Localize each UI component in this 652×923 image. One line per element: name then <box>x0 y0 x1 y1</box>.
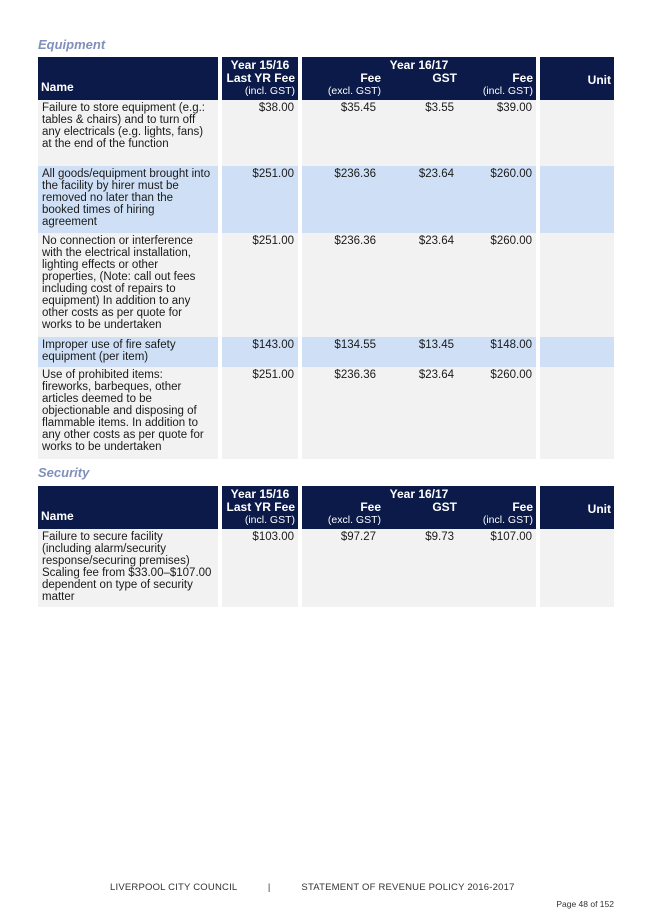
section-title-security: Security <box>38 465 90 480</box>
footer-separator: | <box>267 882 271 893</box>
column-header-name: Name <box>38 486 218 529</box>
footer-council: LIVERPOOL CITY COUNCIL <box>110 882 238 893</box>
security-fee-table <box>38 486 614 607</box>
table-row: All goods/equipment brought into the facility by hirer must be removed no later than the booked times of hiring agreement $251.00 $236.36 $23.64 $260.00 <box>38 166 614 233</box>
equipment-fee-table <box>38 57 614 459</box>
column-header-unit: Unit <box>540 57 614 100</box>
column-header-current-year: Year 16/17 Fee GST Fee (excl. GST) (incl. GST) <box>302 57 536 100</box>
table-row: Improper use of fire safety equipment (per item) $143.00 $134.55 $13.45 $148.00 <box>38 337 614 367</box>
column-header-name: Name <box>38 57 218 100</box>
table-row: Failure to secure facility (including alarm/security response/securing premises) Scaling fee from $33.00–$107.00 dependent on type of security matter $103.00 $97.27 $9.73 $107.00 <box>38 529 614 607</box>
table-row: Failure to store equipment (e.g.: tables & chairs) and to turn off any electricals (e.g. lights, fans) at the end of the function $38.00 $35.45 $3.55 $39.00 <box>38 100 614 166</box>
table-header <box>38 57 614 100</box>
column-header-unit: Unit <box>540 486 614 529</box>
table-row: Use of prohibited items: fireworks, barbeques, other articles deemed to be objectionable and disposing of flammable items. In addition to any other costs as per quote for works to be undertaken $251.00 $236.36 $23.64 $260.00 <box>38 367 614 459</box>
table-row: No connection or interference with the electrical installation, lighting effects or other properties, (Note: call out fees including cost of repairs to equipment) In addition to any other costs as per quote for works to be undertaken $251.00 $236.36 $23.64 $260.00 <box>38 233 614 337</box>
page-footer <box>110 882 515 893</box>
table-header <box>38 486 614 529</box>
column-header-last-year: Year 15/16 Last YR Fee (incl. GST) <box>222 57 298 100</box>
column-header-current-year: Year 16/17 Fee GST Fee (excl. GST) (incl. GST) <box>302 486 536 529</box>
footer-document-title: STATEMENT OF REVENUE POLICY 2016-2017 <box>301 882 515 893</box>
page-number: Page 48 of 152 <box>556 899 614 909</box>
section-title-equipment: Equipment <box>38 37 106 52</box>
column-header-last-year: Year 15/16 Last YR Fee (incl. GST) <box>222 486 298 529</box>
